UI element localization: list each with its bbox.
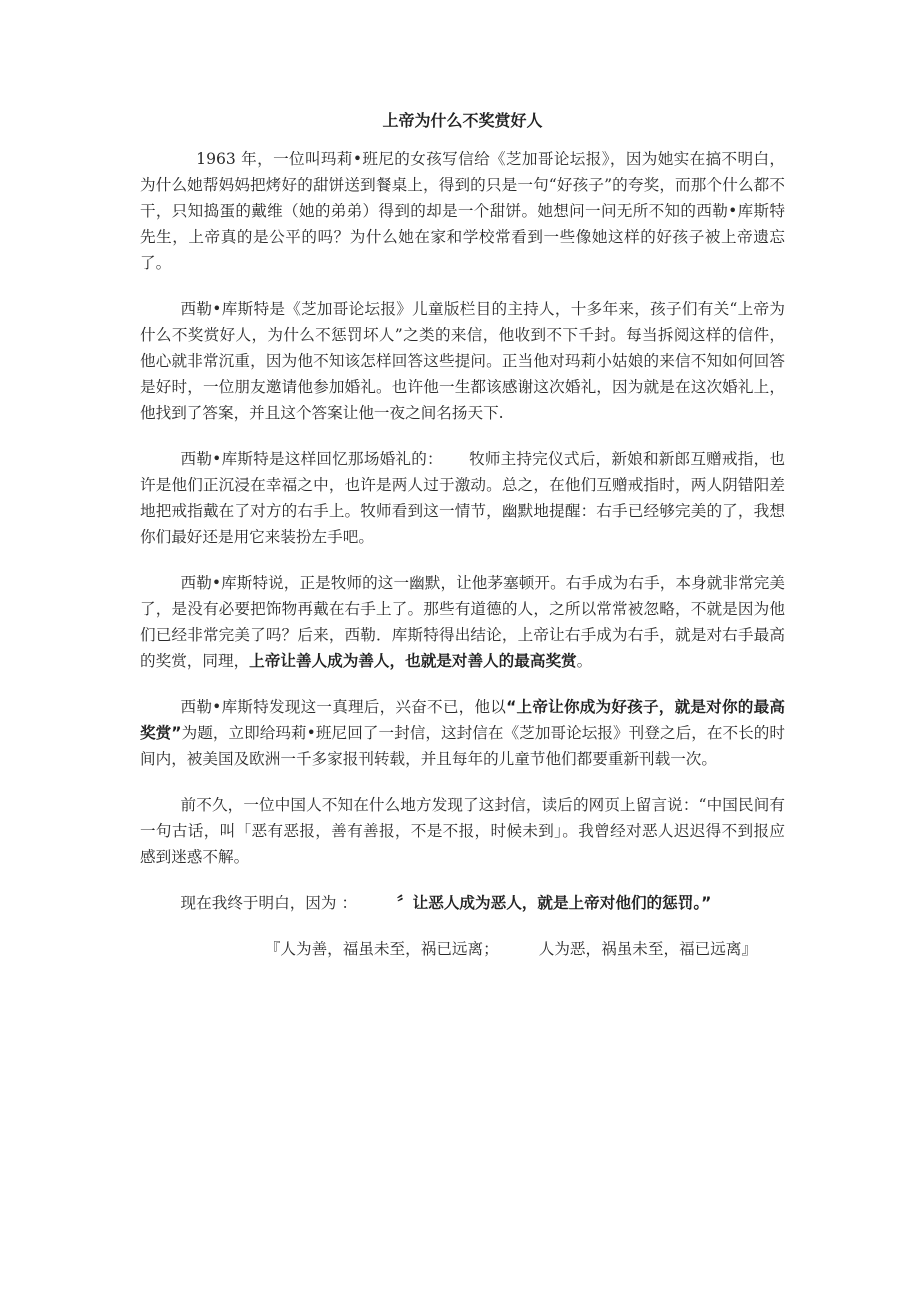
paragraph-7 [140, 890, 785, 916]
paragraph-1: 1963 年，一位叫玛莉•班尼的女孩写信给《芝加哥论坛报》，因为她实在搞不明白，为什么她帮妈妈把烤好的甜饼送到餐桌上，得到的只是一句“好孩子”的夸奖，而那个什么都不干，只知捣蛋的戴维（她的弟弟）得到的却是一个甜饼。她想问一问无所不知的西勒•库斯特先生，上帝真的是公平的吗？为什么她在家和学校常看到一些像她这样的好孩子被上帝遗忘了。 [140, 150, 785, 272]
paragraph-5-lead: 西勒•库斯特发现这一真理后，兴奋不已，他以 [180, 698, 507, 716]
document-page [140, 110, 785, 982]
paragraph-4 [140, 570, 785, 674]
paragraph-6: 前不久，一位中国人不知在什么地方发现了这封信，读后的网页上留言说：“中国民间有一句古话，叫「恶有恶报，善有善报，不是不报，时候未到」。我曾经对恶人迟迟得不到报应感到迷惑不解。 [140, 796, 785, 866]
paragraph-3-lead: 西勒•库斯特是这样回忆那场婚礼的： [180, 450, 443, 468]
paragraph-4-emphasis: 上帝让善人成为善人，也就是对善人的最高奖赏 [249, 652, 577, 670]
paragraph-5 [140, 694, 785, 772]
paragraph-7-emphasis: 〞让恶人成为恶人，就是上帝对他们的惩罚。” [397, 894, 712, 912]
paragraph-3-body: 牧师主持完仪式后，新娘和新郎互赠戒指，也许是他们正沉浸在幸福之中，也许是两人过于激动。总之，在他们互赠戒指时，两人阴错阳差地把戒指戴在了对方的右手上。牧师看到这一情节，幽默地提醒：右手已经够完美的了，我想你们最好还是用它来装扮左手吧。 [140, 450, 785, 546]
paragraph-4-end: 。 [576, 652, 593, 670]
paragraph-2: 西勒•库斯特是《芝加哥论坛报》儿童版栏目的主持人，十多年来，孩子们有关“上帝为什么不奖赏好人，为什么不惩罚坏人”之类的来信，他收到不下千封。每当拆阅这样的信件，他心就非常沉重，因为他不知该怎样回答这些提问。正当他对玛莉小姑娘的来信不知如何回答是好时，一位朋友邀请他参加婚礼。也许他一生都该感谢这次婚礼，因为就是在这次婚礼上，他找到了答案，并且这个答案让他一夜之间名扬天下. [140, 300, 785, 422]
saying-part-2: 人为恶，祸虽未至，福已远离』 [538, 940, 758, 958]
paragraph-4-body: 西勒•库斯特说，正是牧师的这一幽默，让他茅塞顿开。右手成为右手，本身就非常完美了，是没有必要把饰物再戴在右手上了。那些有道德的人，之所以常常被忽略，不就是因为他们已经非常完美了吗？后来，西勒．库斯特得出结论，上帝让右手成为右手，就是对右手最高的奖赏，同理， [140, 574, 785, 670]
paragraph-5-body: 为题，立即给玛莉•班尼回了一封信，这封信在《芝加哥论坛报》刊登之后，在不长的时间内，被美国及欧洲一千多家报刊转载，并且每年的儿童节他们都要重新刊载一次。 [140, 724, 786, 768]
saying-part-1: 『人为善，福虽未至，祸已远离； [264, 940, 499, 958]
paragraph-5-emphasis: “上帝让你成为好孩子，就是对你的最高奖赏” [140, 698, 785, 742]
paragraph-7-lead: 现在我终于明白，因为 ： [180, 894, 358, 912]
paragraph-3 [140, 446, 785, 550]
document-title: 上帝为什么不奖赏好人 [382, 111, 543, 130]
paragraph-8 [140, 936, 785, 962]
